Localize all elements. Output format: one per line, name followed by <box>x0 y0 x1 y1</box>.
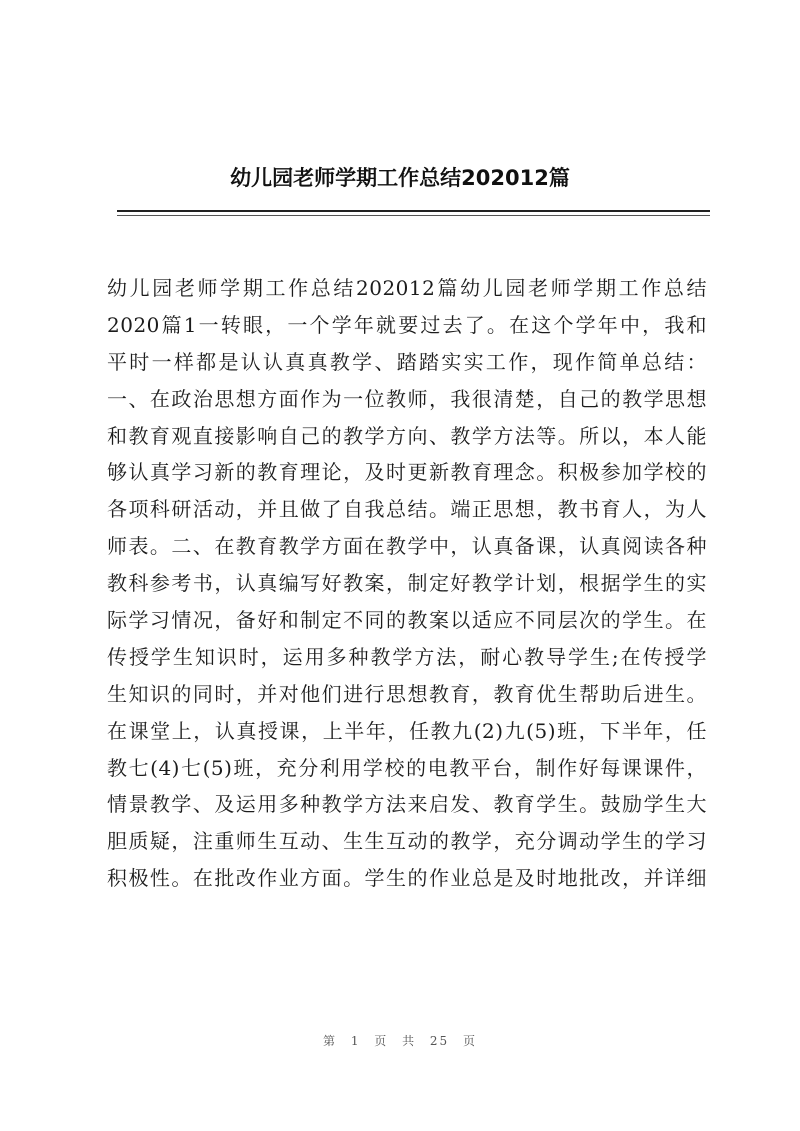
body-line: 积极性。在批改作业方面。学生的作业总是及时地批改，并详细 <box>107 866 707 891</box>
body-line: 师表。二、在教育教学方面在教学中，认真备课，认真阅读各种 <box>107 534 707 559</box>
body-line: 生知识的同时，并对他们进行思想教育，教育优生帮助后进生。 <box>107 681 707 706</box>
body-line: 幼儿园老师学期工作总结202012篇幼儿园老师学期工作总结 <box>107 276 707 300</box>
page-footer: 第 1 页 共 25 页 <box>323 1034 477 1048</box>
body-text <box>107 270 707 897</box>
body-line: 平时一样都是认认真真教学、踏踏实实工作，现作简单总结： <box>107 349 707 374</box>
title-divider-thin <box>117 215 710 216</box>
body-line: 教科参考书，认真编写好教案，制定好教学计划，根据学生的实 <box>107 571 707 596</box>
body-line: 教七(4)七(5)班，充分利用学校的电教平台，制作好每课课件， <box>107 755 707 780</box>
body-line: 各项科研活动，并且做了自我总结。端正思想，教书育人，为人 <box>107 497 707 522</box>
body-line: 够认真学习新的教育理论，及时更新教育理念。积极参加学校的 <box>107 460 707 485</box>
body-line: 和教育观直接影响自己的教学方向、教学方法等。所以，本人能 <box>107 423 707 448</box>
body-line: 际学习情况，备好和制定不同的教案以适应不同层次的学生。在 <box>107 608 707 633</box>
body-line: 传授学生知识时，运用多种教学方法，耐心教导学生;在传授学 <box>107 644 707 669</box>
body-line: 情景教学、及运用多种教学方法来启发、教育学生。鼓励学生大 <box>107 792 707 817</box>
title-divider <box>117 210 710 212</box>
body-line: 胆质疑，注重师生互动、生生互动的教学，充分调动学生的学习 <box>107 829 707 854</box>
body-line: 2020篇1一转眼，一个学年就要过去了。在这个学年中，我和 <box>107 312 707 337</box>
page-title: 幼儿园老师学期工作总结202012篇 <box>230 166 570 190</box>
body-line: 在课堂上，认真授课，上半年，任教九(2)九(5)班，下半年，任 <box>107 718 707 743</box>
body-line: 一、在政治思想方面作为一位教师，我很清楚，自己的教学思想 <box>107 386 707 411</box>
